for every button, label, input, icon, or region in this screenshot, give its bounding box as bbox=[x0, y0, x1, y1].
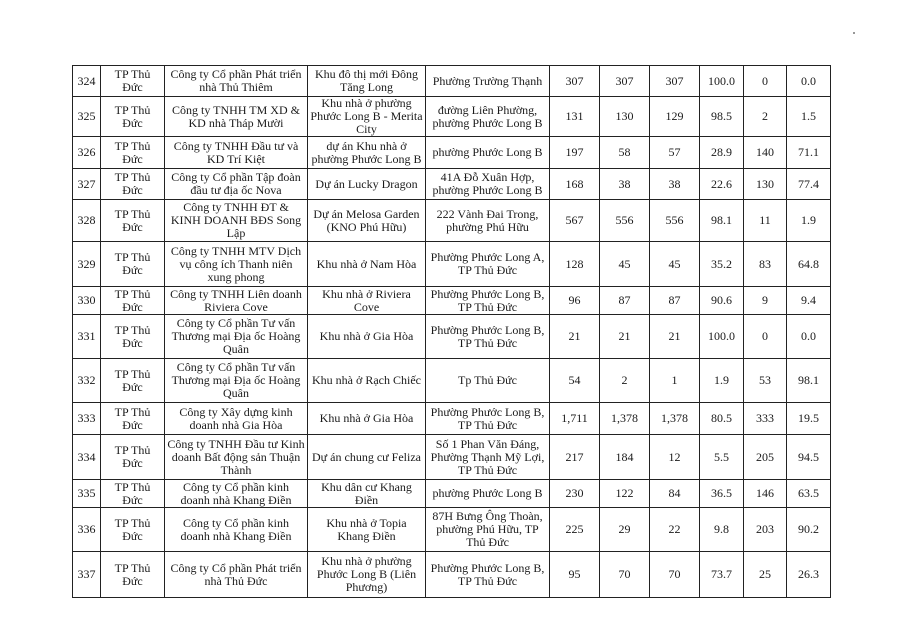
cell-project: Dự án chung cư Feliza bbox=[308, 435, 426, 480]
cell-company: Công ty Cổ phần Tư vấn Thương mại Địa ốc Hoàng Quân bbox=[165, 315, 308, 359]
cell-company: Công ty Cổ phần Phát triển nhà Thủ Thiêm bbox=[165, 66, 308, 97]
cell-c4: 98.5 bbox=[700, 97, 744, 137]
cell-project: Khu nhà ở Riviera Cove bbox=[308, 287, 426, 315]
cell-company: Công ty TNHH Đầu tư Kinh doanh Bất động sản Thuận Thành bbox=[165, 435, 308, 480]
cell-location: Phường Phước Long B, TP Thủ Đức bbox=[426, 287, 550, 315]
cell-project: Khu nhà ở phường Phước Long B - Merita City bbox=[308, 97, 426, 137]
cell-company: Công ty Cổ phần kinh doanh nhà Khang Điền bbox=[165, 508, 308, 552]
cell-c5: 205 bbox=[744, 435, 787, 480]
cell-c2: 307 bbox=[600, 66, 650, 97]
cell-c2: 87 bbox=[600, 287, 650, 315]
cell-c2: 184 bbox=[600, 435, 650, 480]
cell-c4: 100.0 bbox=[700, 66, 744, 97]
cell-c6: 71.1 bbox=[787, 137, 831, 169]
cell-area: TP Thủ Đức bbox=[101, 200, 165, 242]
cell-c5: 333 bbox=[744, 403, 787, 435]
cell-c4: 22.6 bbox=[700, 169, 744, 200]
cell-c3: 45 bbox=[650, 242, 700, 287]
cell-c1: 197 bbox=[550, 137, 600, 169]
cell-c1: 307 bbox=[550, 66, 600, 97]
cell-c3: 129 bbox=[650, 97, 700, 137]
cell-location: 41A Đỗ Xuân Hợp, phường Phước Long B bbox=[426, 169, 550, 200]
cell-c4: 28.9 bbox=[700, 137, 744, 169]
cell-area: TP Thủ Đức bbox=[101, 480, 165, 508]
table-row bbox=[73, 287, 831, 315]
cell-company: Công ty TNHH Đầu tư và KD Trí Kiệt bbox=[165, 137, 308, 169]
cell-c2: 2 bbox=[600, 359, 650, 403]
cell-area: TP Thủ Đức bbox=[101, 435, 165, 480]
cell-c5: 0 bbox=[744, 66, 787, 97]
cell-area: TP Thủ Đức bbox=[101, 137, 165, 169]
cell-location: đường Liên Phường, phường Phước Long B bbox=[426, 97, 550, 137]
table-row bbox=[73, 315, 831, 359]
cell-c5: 2 bbox=[744, 97, 787, 137]
cell-company: Công ty TNHH Liên doanh Riviera Cove bbox=[165, 287, 308, 315]
cell-area: TP Thủ Đức bbox=[101, 97, 165, 137]
cell-project: Dự án Lucky Dragon bbox=[308, 169, 426, 200]
table-row bbox=[73, 66, 831, 97]
cell-c4: 1.9 bbox=[700, 359, 744, 403]
table-row bbox=[73, 169, 831, 200]
cell-c6: 1.5 bbox=[787, 97, 831, 137]
cell-company: Công ty TNHH MTV Dịch vụ công ích Thanh niên xung phong bbox=[165, 242, 308, 287]
cell-location: Phường Phước Long A, TP Thủ Đức bbox=[426, 242, 550, 287]
cell-company: Công ty Cổ phần kinh doanh nhà Khang Điền bbox=[165, 480, 308, 508]
cell-c2: 45 bbox=[600, 242, 650, 287]
table-row bbox=[73, 97, 831, 137]
cell-area: TP Thủ Đức bbox=[101, 403, 165, 435]
cell-c4: 73.7 bbox=[700, 552, 744, 598]
cell-c6: 98.1 bbox=[787, 359, 831, 403]
cell-c2: 58 bbox=[600, 137, 650, 169]
cell-c6: 0.0 bbox=[787, 66, 831, 97]
cell-c5: 130 bbox=[744, 169, 787, 200]
cell-location: Số 1 Phan Văn Đáng, Phường Thạnh Mỹ Lợi, TP Thủ Đức bbox=[426, 435, 550, 480]
table-row bbox=[73, 359, 831, 403]
cell-c5: 0 bbox=[744, 315, 787, 359]
cell-c5: 25 bbox=[744, 552, 787, 598]
cell-c6: 1.9 bbox=[787, 200, 831, 242]
cell-company: Công ty Cổ phần Tư vấn Thương mại Địa ốc Hoàng Quân bbox=[165, 359, 308, 403]
table-row bbox=[73, 480, 831, 508]
cell-area: TP Thủ Đức bbox=[101, 66, 165, 97]
cell-c6: 0.0 bbox=[787, 315, 831, 359]
cell-project: Khu dân cư Khang Điền bbox=[308, 480, 426, 508]
cell-c6: 90.2 bbox=[787, 508, 831, 552]
cell-c4: 36.5 bbox=[700, 480, 744, 508]
cell-c1: 168 bbox=[550, 169, 600, 200]
cell-c4: 5.5 bbox=[700, 435, 744, 480]
cell-c1: 95 bbox=[550, 552, 600, 598]
cell-c6: 94.5 bbox=[787, 435, 831, 480]
cell-company: Công ty TNHH TM XD & KD nhà Tháp Mười bbox=[165, 97, 308, 137]
scan-speck bbox=[853, 32, 855, 34]
table-row bbox=[73, 508, 831, 552]
cell-c2: 38 bbox=[600, 169, 650, 200]
cell-c2: 130 bbox=[600, 97, 650, 137]
cell-project: Dự án Melosa Garden (KNO Phú Hữu) bbox=[308, 200, 426, 242]
cell-c1: 131 bbox=[550, 97, 600, 137]
cell-stt: 329 bbox=[73, 242, 101, 287]
cell-area: TP Thủ Đức bbox=[101, 242, 165, 287]
cell-location: 87H Bưng Ông Thoàn, phường Phú Hữu, TP Thủ Đức bbox=[426, 508, 550, 552]
cell-location: 222 Vành Đai Trong, phường Phú Hữu bbox=[426, 200, 550, 242]
cell-c5: 9 bbox=[744, 287, 787, 315]
cell-project: dự án Khu nhà ở phường Phước Long B bbox=[308, 137, 426, 169]
cell-c2: 29 bbox=[600, 508, 650, 552]
cell-c4: 80.5 bbox=[700, 403, 744, 435]
cell-c5: 11 bbox=[744, 200, 787, 242]
cell-company: Công ty Cổ phần Tập đoàn đầu tư địa ốc Nova bbox=[165, 169, 308, 200]
table-body bbox=[73, 66, 831, 598]
cell-stt: 325 bbox=[73, 97, 101, 137]
cell-stt: 328 bbox=[73, 200, 101, 242]
cell-stt: 336 bbox=[73, 508, 101, 552]
cell-c1: 96 bbox=[550, 287, 600, 315]
cell-c4: 35.2 bbox=[700, 242, 744, 287]
table-row bbox=[73, 242, 831, 287]
cell-c4: 9.8 bbox=[700, 508, 744, 552]
cell-location: Phường Phước Long B, TP Thủ Đức bbox=[426, 552, 550, 598]
cell-c1: 128 bbox=[550, 242, 600, 287]
cell-c5: 203 bbox=[744, 508, 787, 552]
cell-stt: 335 bbox=[73, 480, 101, 508]
cell-c2: 21 bbox=[600, 315, 650, 359]
cell-c4: 98.1 bbox=[700, 200, 744, 242]
cell-project: Khu nhà ở Nam Hòa bbox=[308, 242, 426, 287]
cell-c6: 26.3 bbox=[787, 552, 831, 598]
cell-c3: 70 bbox=[650, 552, 700, 598]
cell-project: Khu nhà ở Topia Khang Điền bbox=[308, 508, 426, 552]
cell-c3: 1,378 bbox=[650, 403, 700, 435]
cell-c4: 90.6 bbox=[700, 287, 744, 315]
cell-area: TP Thủ Đức bbox=[101, 508, 165, 552]
cell-c3: 307 bbox=[650, 66, 700, 97]
cell-stt: 331 bbox=[73, 315, 101, 359]
cell-c1: 567 bbox=[550, 200, 600, 242]
cell-c6: 64.8 bbox=[787, 242, 831, 287]
cell-stt: 327 bbox=[73, 169, 101, 200]
cell-area: TP Thủ Đức bbox=[101, 315, 165, 359]
table-row bbox=[73, 137, 831, 169]
cell-c3: 87 bbox=[650, 287, 700, 315]
cell-c6: 19.5 bbox=[787, 403, 831, 435]
cell-c3: 556 bbox=[650, 200, 700, 242]
housing-project-table bbox=[72, 65, 831, 598]
cell-c3: 38 bbox=[650, 169, 700, 200]
cell-area: TP Thủ Đức bbox=[101, 552, 165, 598]
table-row bbox=[73, 403, 831, 435]
cell-stt: 337 bbox=[73, 552, 101, 598]
cell-c5: 146 bbox=[744, 480, 787, 508]
cell-c1: 225 bbox=[550, 508, 600, 552]
cell-company: Công ty Xây dựng kinh doanh nhà Gia Hòa bbox=[165, 403, 308, 435]
cell-project: Khu nhà ở phường Phước Long B (Liên Phương) bbox=[308, 552, 426, 598]
cell-location: Phường Phước Long B, TP Thủ Đức bbox=[426, 403, 550, 435]
cell-stt: 334 bbox=[73, 435, 101, 480]
cell-c2: 122 bbox=[600, 480, 650, 508]
cell-c3: 12 bbox=[650, 435, 700, 480]
cell-location: phường Phước Long B bbox=[426, 137, 550, 169]
cell-area: TP Thủ Đức bbox=[101, 359, 165, 403]
cell-c1: 217 bbox=[550, 435, 600, 480]
cell-c6: 9.4 bbox=[787, 287, 831, 315]
cell-project: Khu nhà ở Gia Hòa bbox=[308, 315, 426, 359]
cell-c5: 83 bbox=[744, 242, 787, 287]
cell-c1: 1,711 bbox=[550, 403, 600, 435]
cell-c3: 84 bbox=[650, 480, 700, 508]
cell-c3: 22 bbox=[650, 508, 700, 552]
cell-stt: 330 bbox=[73, 287, 101, 315]
cell-stt: 324 bbox=[73, 66, 101, 97]
cell-c2: 70 bbox=[600, 552, 650, 598]
cell-project: Khu đô thị mới Đông Tăng Long bbox=[308, 66, 426, 97]
cell-c2: 556 bbox=[600, 200, 650, 242]
cell-company: Công ty Cổ phần Phát triển nhà Thủ Đức bbox=[165, 552, 308, 598]
cell-c1: 21 bbox=[550, 315, 600, 359]
cell-c5: 53 bbox=[744, 359, 787, 403]
cell-stt: 333 bbox=[73, 403, 101, 435]
table-row bbox=[73, 552, 831, 598]
cell-c5: 140 bbox=[744, 137, 787, 169]
cell-c6: 77.4 bbox=[787, 169, 831, 200]
cell-project: Khu nhà ở Rạch Chiếc bbox=[308, 359, 426, 403]
cell-c3: 57 bbox=[650, 137, 700, 169]
cell-c2: 1,378 bbox=[600, 403, 650, 435]
cell-area: TP Thủ Đức bbox=[101, 169, 165, 200]
cell-c3: 21 bbox=[650, 315, 700, 359]
cell-location: Phường Trường Thạnh bbox=[426, 66, 550, 97]
cell-company: Công ty TNHH ĐT & KINH DOANH BĐS Song Lập bbox=[165, 200, 308, 242]
table-row bbox=[73, 200, 831, 242]
cell-c1: 230 bbox=[550, 480, 600, 508]
cell-location: Phường Phước Long B, TP Thủ Đức bbox=[426, 315, 550, 359]
cell-project: Khu nhà ở Gia Hòa bbox=[308, 403, 426, 435]
cell-location: phường Phước Long B bbox=[426, 480, 550, 508]
cell-c3: 1 bbox=[650, 359, 700, 403]
cell-location: Tp Thủ Đức bbox=[426, 359, 550, 403]
cell-c4: 100.0 bbox=[700, 315, 744, 359]
cell-stt: 332 bbox=[73, 359, 101, 403]
cell-c6: 63.5 bbox=[787, 480, 831, 508]
cell-stt: 326 bbox=[73, 137, 101, 169]
cell-c1: 54 bbox=[550, 359, 600, 403]
cell-area: TP Thủ Đức bbox=[101, 287, 165, 315]
table-row bbox=[73, 435, 831, 480]
